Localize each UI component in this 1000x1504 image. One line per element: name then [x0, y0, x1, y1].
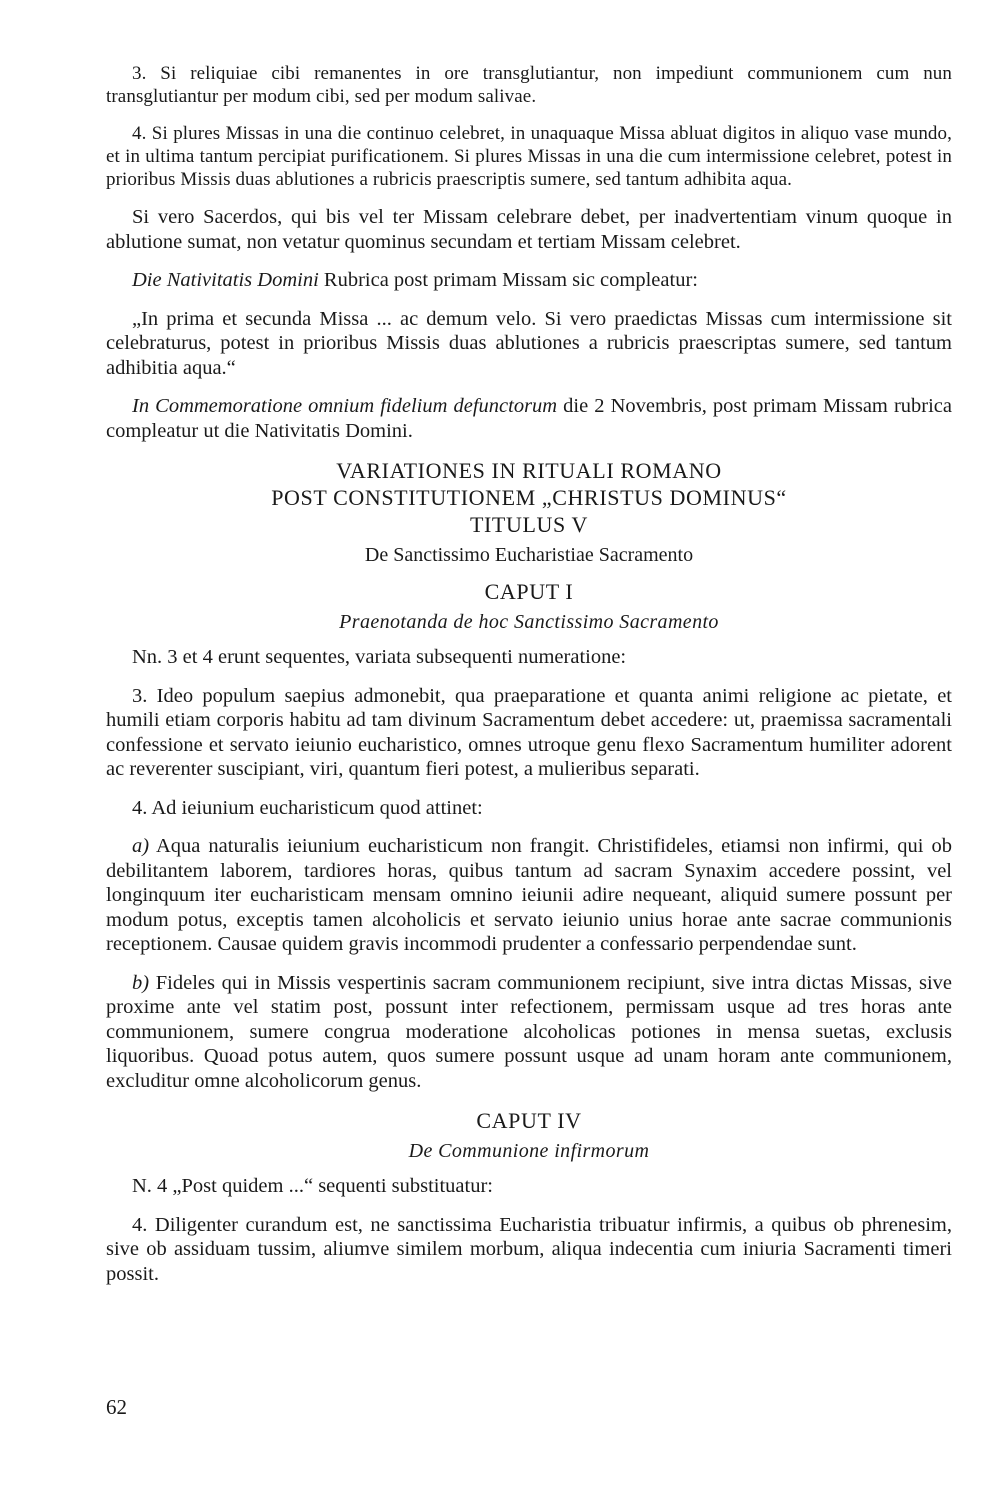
- paragraph-reliquiae: 3. Si reliquiae cibi remanentes in ore transglutiantur, non impediunt communionem cum nun transglutiantur per modum cibi, sed per modum salivae.: [106, 63, 952, 107]
- caput-4-subtitle: De Communione infirmorum: [408, 1140, 650, 1162]
- paragraph-plures-missas: 4. Si plures Missas in una die continuo celebret, in unaquaque Missa abluat digitos in aliquo vase mundo, et in ultima tantum percipiat purificationem. Si plures Missas in una die cum intermissione celebret, potest in prioribus Missis duas ablutiones a rubricis praescriptis sumere, sed tantum adhibita aqua.: [106, 123, 952, 190]
- section-title-line-3: TITULUS V: [469, 512, 589, 537]
- text-aqua-naturalis: Aqua naturalis ieiunium eucharisticum non frangit. Christifideles, etiamsi non infirmi, qui ob debilitantem laborem, tardiores horas, quibus tantum ad sacram Synaxim accedere possint, vel longinquum iter eucharisticam mensam omnino ieiunii adire nequeant, aliquid sumere possunt per modum potus, exceptis tamen alcoholicis et servato ieiunio unius horae ante sacrae communionis receptionem. Causae quidem gravis incommodi prudenter a confessario perpendendae sunt.: [106, 835, 952, 955]
- caput-1-paragraph-3: 3. Ideo populum saepius admonebit, qua praeparatione et quanta animi religione ac pietate, et humili etiam corporis habitu ad tam divinum Sacramentum debet accedere: ut, praemissa sacramentali confessione et servato ieiunio eucharistico, omnes utroque genu flexo Sacramentum humiliter adorent ac reverenter suscipiant, viri, quantum fieri potest, a mulieribus separati.: [106, 684, 952, 780]
- italic-die-nativitatis: Die Nativitatis Domini: [132, 269, 319, 291]
- paragraph-commemoratione: [106, 394, 952, 443]
- caput-1-paragraph-a: [106, 834, 952, 957]
- caput-4-paragraph-4: 4. Diligenter curandum est, ne sanctissima Eucharistia tribuatur infirmis, a quibus ob phrenesim, sive ob assiduam tussim, aliumve similem morbum, aliqua indecentia cum iniuria Sacramenti timeri possit.: [106, 1213, 952, 1285]
- section-title-line-1: VARIATIONES IN RITUALI ROMANO: [336, 458, 722, 483]
- page-body: [106, 62, 952, 1286]
- label-a: a): [132, 835, 150, 857]
- label-b: b): [132, 971, 150, 994]
- text-die-2-novembris: die 2 Novembris, post primam Missam rubrica compleatur ut die Nativitatis Domini.: [106, 395, 952, 442]
- section-subtitle: De Sanctissimo Eucharistiae Sacramento: [364, 544, 694, 566]
- caput-1-intro: Nn. 3 et 4 erunt sequentes, variata subsequenti numeratione:: [132, 646, 627, 668]
- italic-commemoratione: In Commemoratione omnium fidelium defunctorum: [132, 395, 558, 417]
- text-rubrica-post: Rubrica post primam Missam sic compleatur:: [318, 269, 698, 291]
- caput-1-heading: CAPUT I: [484, 579, 574, 604]
- caput-1-paragraph-4: 4. Ad ieiunium eucharisticum quod attinet:: [132, 796, 483, 819]
- paragraph-in-prima-quote: „In prima et secunda Missa ... ac demum velo. Si vero praedictas Missas cum intermissione sit celebraturus, potest in prioribus Missis duas ablutiones a rubricis praescriptas sumere, sed tantum adhibitia aqua.“: [106, 307, 952, 379]
- caput-1-paragraph-b: [106, 971, 952, 1094]
- section-title-line-2: POST CONSTITUTIONEM „CHRISTUS DOMINUS“: [271, 485, 787, 510]
- caput-4-heading: CAPUT IV: [476, 1108, 582, 1133]
- caput-1-subtitle: Praenotanda de hoc Sanctissimo Sacramento: [339, 611, 719, 633]
- page-number: 62: [106, 1395, 127, 1419]
- section-title-block: [106, 457, 952, 538]
- text-fideles: Fideles qui in Missis vespertinis sacram communionem recipiunt, sive intra dictas Missas, sive proxime ante vel statim post, possunt inter refectionem, permissam usque ad tres horas ante communionem, sumere congrua moderatione alcoholicas potiones in mensa suetas, exclusis liquoribus. Quoad potus autem, quos sumere possunt usque ad unam horam ante communionem, excluditur omne alcoholicorum genus.: [106, 971, 952, 1092]
- caput-4-intro: N. 4 „Post quidem ...“ sequenti substituatur:: [132, 1175, 493, 1197]
- paragraph-si-vero-sacerdos: Si vero Sacerdos, qui bis vel ter Missam celebrare debet, per inadvertentiam vinum quoque in ablutione sumat, non vetatur quominus secundam et tertiam Missam celebret.: [106, 206, 952, 253]
- paragraph-die-nativitatis: [106, 268, 952, 293]
